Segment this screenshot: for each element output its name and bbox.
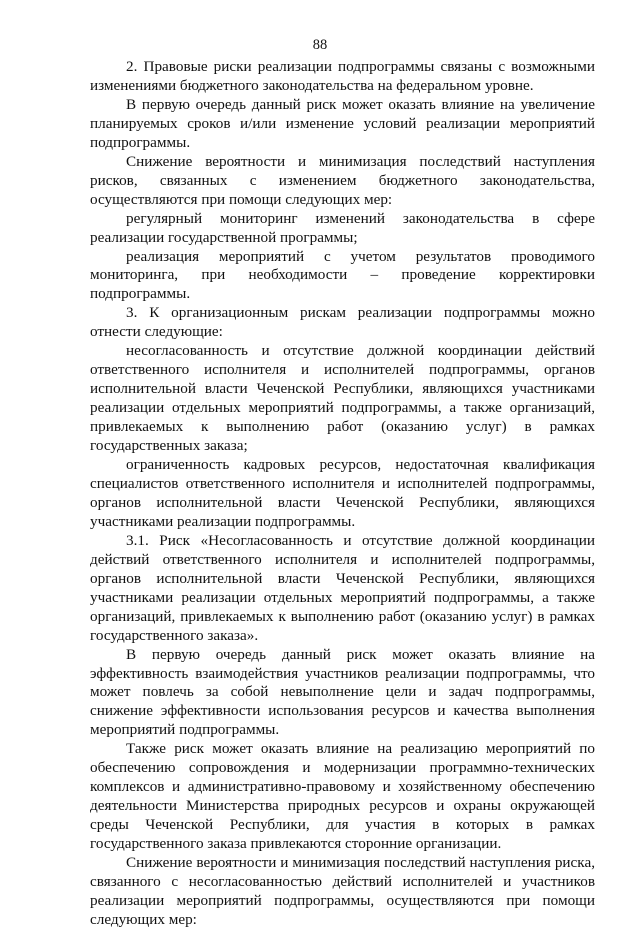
paragraph-mitigation-measures: Снижение вероятности и минимизация последствий наступления риска, связанного с несогласованностью действий исполнителей и участников реализации мероприятий подпрограммы, осуществляются при помощи следующих мер: (90, 854, 595, 928)
paragraph-risk-impact: В первую очередь данный риск может оказать влияние на увеличение планируемых сроков и/или изменение условий реализации мероприятий подпрограммы. (90, 95, 595, 151)
paragraph-organizational-risks: 3. К организационным рискам реализации подпрограммы можно отнести следующие: (90, 304, 595, 341)
paragraph-legal-risks: 2. Правовые риски реализации подпрограммы связаны с возможными изменениями бюджетного законодательства на федеральном уровне. (90, 58, 595, 94)
paragraph-staff-risk: ограниченность кадровых ресурсов, недостаточная квалификация специалистов ответственного исполнителя и исполнителей подпрограммы, органов исполнительной власти Чеченской Республики, являющихся участниками реализации подпрограммы. (90, 456, 595, 530)
paragraph-risk-3-1: 3.1. Риск «Несогласованность и отсутствие должной координации действий ответственного исполнителя и исполнителей подпрограммы, органов исполнительной власти Чеченской Республики, являющихся участниками реализации отдельных мероприятий подпрограммы, а также организаций, привлекаемых к выполнению работ (оказанию услуг) в рамках государственного заказа». (90, 531, 595, 644)
paragraph-risk-mitigation: Снижение вероятности и минимизация последствий наступления рисков, связанных с изменением бюджетного законодательства, осуществляются при помощи следующих мер: (90, 152, 595, 208)
page-number: 88 (312, 37, 328, 53)
paragraph-adjustment-measure: реализация мероприятий с учетом результатов проводимого мониторинга, при необходимости – проведение корректировки подпрограммы. (90, 247, 595, 303)
document-body (90, 58, 595, 930)
paragraph-operations-impact: Также риск может оказать влияние на реализацию мероприятий по обеспечению сопровождения и модернизации программно-технических комплексов и административно-правовому и хозяйственному обеспечению деятельности Министерства природных ресурсов и охраны окружающей среды Чеченской Республики, для участия в которых в рамках государственного заказа привлекаются сторонние организации. (90, 740, 595, 853)
paragraph-monitoring-measure: регулярный мониторинг изменений законодательства в сфере реализации государственной программы; (90, 209, 595, 246)
paragraph-coordination-risk: несогласованность и отсутствие должной координации действий ответственного исполнителя и исполнителей подпрограммы, органов исполнительной власти Чеченской Республики, являющихся участниками реализации отдельных мероприятий подпрограммы, а также организаций, привлекаемых к выполнению работ (оказанию услуг) в рамках государственных заказа; (90, 342, 595, 455)
paragraph-efficiency-impact: В первую очередь данный риск может оказать влияние на эффективность взаимодействия участников реализации подпрограммы, что может повлечь за собой невыполнение цели и задач подпрограммы, снижение эффективности использования ресурсов и качества выполнения мероприятий подпрограммы. (90, 645, 595, 739)
